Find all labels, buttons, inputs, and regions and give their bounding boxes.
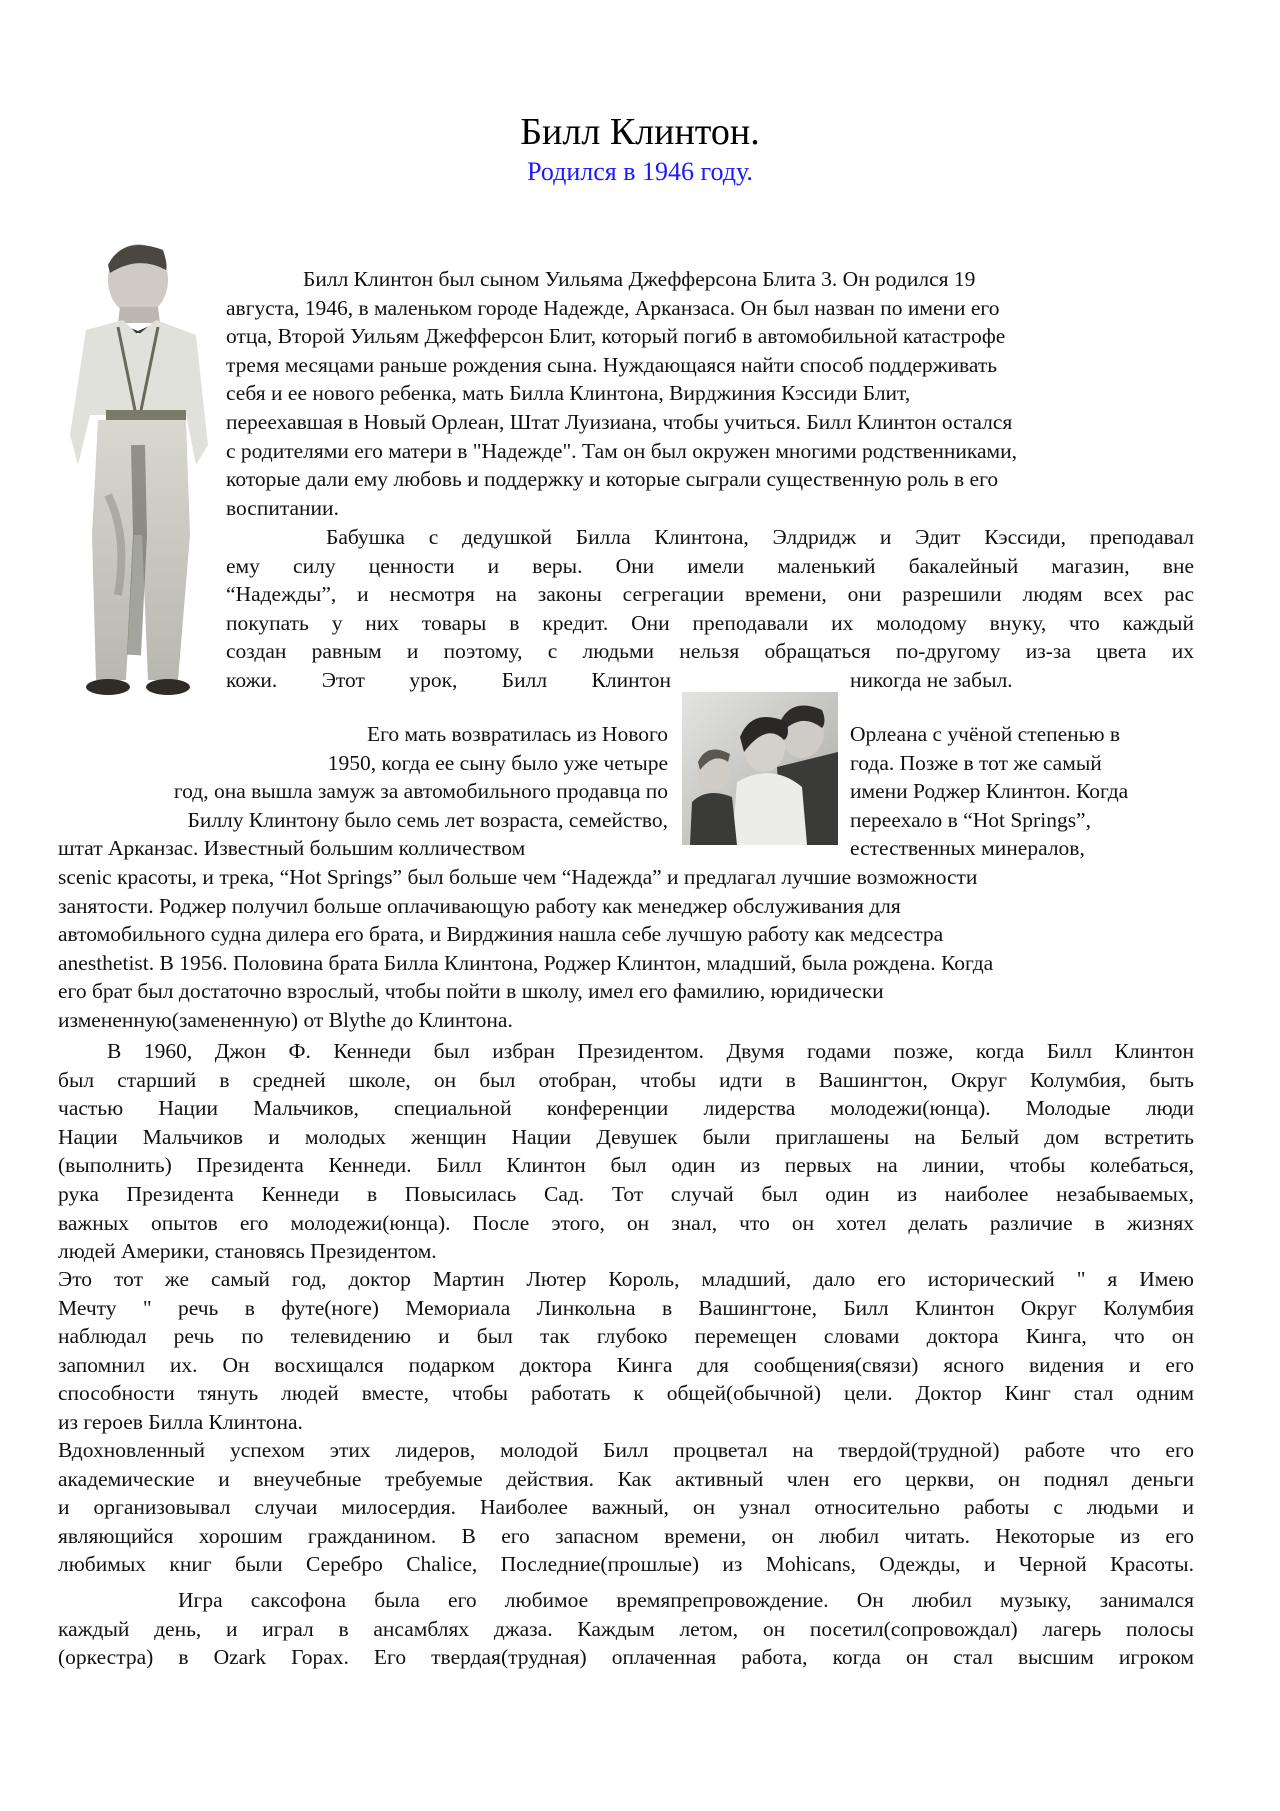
child-portrait-photo <box>68 235 216 700</box>
paragraph-1-line: переехавшая в Новый Орлеан, Штат Луизиана, чтобы учиться. Билл Клинтон остался <box>226 410 1013 434</box>
paragraph-3-right-line: Орлеана с учёной степенью в <box>850 722 1121 746</box>
page-subtitle: Родился в 1946 году. <box>527 157 753 186</box>
family-portrait-photo <box>682 692 838 845</box>
paragraph-7-line: каждый день, и играл в ансамблях джаза. Каждым летом, он посетил(сопровождал) лагерь полосы <box>58 1616 1194 1641</box>
paragraph-4-line: (выполнить) Президента Кеннеди. Билл Клинтон был один из первых на линии, чтобы колебаться, <box>58 1153 1194 1178</box>
paragraph-2-line: кожи. Этот урок, Билл Клинтон <box>226 668 671 692</box>
paragraph-3-left-line: 1950, когда ее сыну было уже четыре <box>327 750 668 775</box>
paragraph-1-line: которые дали ему любовь и поддержку и которые сыграли существенную роль в его <box>226 467 999 492</box>
paragraph-6-line: любимых книг были Серебро Chalice, Последние(прошлые) из Mohicans, Одежды, и Черной Красоты. <box>58 1552 1194 1577</box>
paragraph-2-line: никогда не забыл. <box>850 668 1013 692</box>
paragraph-5-line: запомнил их. Он восхищался подарком доктора Кинга для сообщения(связи) ясного видения и его <box>58 1352 1194 1377</box>
paragraph-4-line: был старший в средней школе, он был отобран, чтобы идти в Вашингтон, Округ Колумбия, быть <box>58 1067 1194 1092</box>
paragraph-4-line: людей Америки, становясь Президентом. <box>58 1239 437 1264</box>
paragraph-1-line: августа, 1946, в маленьком городе Надежде, Арканзаса. Он был назван по имени его <box>226 295 1000 320</box>
paragraph-2-line: покупать у них товары в кредит. Они преподавали их молодому внуку, что каждый <box>226 610 1194 635</box>
paragraph-7-line: (оркестра) в Ozark Горах. Его твердая(трудная) оплаченная работа, когда он стал высшим игроком <box>58 1645 1194 1670</box>
paragraph-1-line: отца, Второй Уильям Джефферсон Блит, который погиб в автомобильной катастрофе <box>226 324 1006 349</box>
paragraph-6-line: являющийся хорошим гражданином. В его запасном времени, он любил читать. Некоторые из его <box>58 1523 1194 1548</box>
paragraph-3-left-line: год, она вышла замуж за автомобильного продавца по <box>173 779 668 804</box>
paragraph-3-right-line: года. Позже в тот же самый <box>850 750 1102 775</box>
paragraph-1-line: Билл Клинтон был сыном Уильяма Джефферсона Блита 3. Он родился 19 <box>303 267 976 291</box>
paragraph-4-line: частью Нации Мальчиков, специальной конференции лидерства молодежи(юнца). Молодые люди <box>58 1096 1194 1121</box>
paragraph-3-right-line: переехало в “Hot Springs”, <box>850 807 1091 832</box>
paragraph-3-line: scenic красоты, и трека, “Hot Springs” был больше чем “Надежда” и предлагал лучшие возможности <box>58 865 978 889</box>
paragraph-5-line: способности тянуть людей вместе, чтобы работать к общей(обычной) цели. Доктор Кинг стал одним <box>58 1381 1194 1406</box>
paragraph-4-line: важных опытов его молодежи(юнца). После этого, он знал, что он хотел делать различие в жизнях <box>58 1210 1194 1235</box>
paragraph-1-line: себя и ее нового ребенка, мать Билла Клинтона, Вирджиния Кэссиди Блит, <box>226 381 911 406</box>
paragraph-3-line: anesthetist. В 1956. Половина брата Билла Клинтона, Роджер Клинтон, младший, была рождена. Когда <box>58 950 994 975</box>
paragraph-3-right-line: имени Роджер Клинтон. Когда <box>850 779 1129 804</box>
paragraph-3-left-line: штат Арканзас. Известный большим колличеством <box>58 836 526 861</box>
paragraph-2-line: создан равным и поэтому, с людьми нельзя обращаться по-другому из-за цвета их <box>226 639 1194 664</box>
paragraph-3-left-line: Биллу Клинтону было семь лет возраста, семейство, <box>187 807 668 832</box>
page-title: Билл Клинтон. <box>520 111 760 153</box>
paragraph-3-line: измененную(замененную) от Blythe до Клинтона. <box>58 1008 513 1032</box>
paragraph-5-line: Это тот же самый год, доктор Мартин Лютер Король, младший, дало его исторический " я Имею <box>58 1267 1194 1291</box>
paragraph-3-right-line: естественных минералов, <box>850 836 1085 861</box>
paragraph-6-line: Вдохновленный успехом этих лидеров, молодой Билл процветал на твердой(трудной) работе что его <box>58 1438 1194 1462</box>
paragraph-1-line: с родителями его матери в "Надежде". Там он был окружен многими родственниками, <box>226 438 1017 463</box>
paragraph-2-line: Бабушка с дедушкой Билла Клинтона, Элдридж и Эдит Кэссиди, преподавал <box>326 525 1194 549</box>
paragraph-3-line: занятости. Роджер получил больше оплачивающую работу как менеджер обслуживания для <box>58 893 901 918</box>
paragraph-6-line: академические и внеучебные требуемые действия. Как активный член его церкви, он поднял деньги <box>58 1466 1194 1491</box>
paragraph-3-left-line: Его мать возвратилась из Нового <box>366 722 668 746</box>
paragraph-3-line: автомобильного судна дилера его брата, и Вирджиния нашла себе лучшую работу как медсестра <box>58 922 944 947</box>
paragraph-4-line: В 1960, Джон Ф. Кеннеди был избран Президентом. Двумя годами позже, когда Билл Клинтон <box>107 1039 1194 1063</box>
paragraph-5-line: Мечту " речь в футе(ноге) Мемориала Линкольна в Вашингтоне, Билл Клинтон Округ Колумбия <box>58 1295 1194 1320</box>
paragraph-4-line: Нации Мальчиков и молодых женщин Нации Девушек были приглашены на Белый дом встретить <box>58 1124 1194 1149</box>
paragraph-4-line: рука Президента Кеннеди в Повысилась Сад. Тот случай был один из наиболее незабываемых, <box>58 1182 1194 1206</box>
paragraph-2-line: ему силу ценности и веры. Они имели маленький бакалейный магазин, вне <box>226 553 1194 578</box>
paragraph-2-line: “Надежды”, и несмотря на законы сегрегации времени, они разрешили людям всех рас <box>226 582 1194 607</box>
paragraph-1-line: тремя месяцами раньше рождения сына. Нуждающаяся найти способ поддерживать <box>226 352 998 377</box>
paragraph-5-line: наблюдал речь по телевидению и был так глубоко перемещен словами доктора Кинга, что он <box>58 1324 1194 1349</box>
paragraph-3-line: его брат был достаточно взрослый, чтобы пойти в школу, имел его фамилию, юридически <box>58 979 884 1004</box>
paragraph-1-line: воспитании. <box>226 495 339 520</box>
paragraph-5-line: из героев Билла Клинтона. <box>58 1410 303 1434</box>
paragraph-6-line: и организовывал случаи милосердия. Наиболее важный, он узнал относительно работы с людьми и <box>58 1495 1194 1520</box>
paragraph-7-line: Игра саксофона была его любимое времяпрепровождение. Он любил музыку, занимался <box>178 1588 1194 1612</box>
